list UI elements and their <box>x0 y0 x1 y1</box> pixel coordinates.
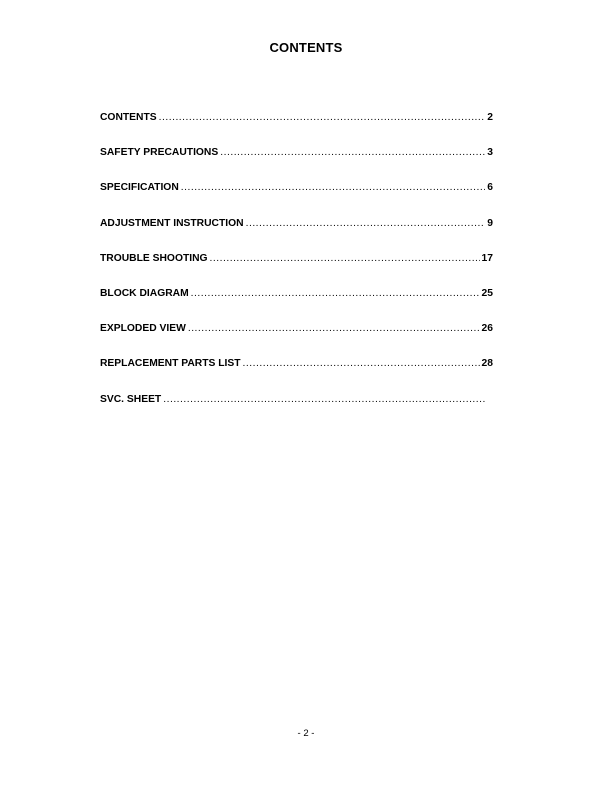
toc-entry-safety-precautions[interactable] <box>100 147 493 182</box>
toc-entry-trouble-shooting[interactable] <box>100 253 493 288</box>
toc-dot-leader <box>243 358 480 369</box>
toc-entry-page: 17 <box>481 252 493 264</box>
page-title: CONTENTS <box>269 40 343 55</box>
toc-entry-page: 28 <box>481 358 493 370</box>
toc-entry-label: TROUBLE SHOOTING <box>100 252 208 264</box>
table-of-contents <box>100 112 493 429</box>
toc-entry-label: ADJUSTMENT INSTRUCTION <box>100 217 244 229</box>
toc-dot-leader <box>191 288 480 299</box>
toc-entry-label: CONTENTS <box>100 112 157 123</box>
toc-entry-label: SPECIFICATION <box>100 182 179 194</box>
toc-entry-label: REPLACEMENT PARTS LIST <box>100 358 241 370</box>
toc-dot-leader <box>246 218 485 229</box>
toc-dot-leader <box>188 323 480 334</box>
toc-entry-adjustment-instruction[interactable] <box>100 218 493 253</box>
toc-entry-page: 25 <box>481 287 493 299</box>
toc-entry-block-diagram[interactable] <box>100 288 493 323</box>
toc-entry-label: SVC. SHEET <box>100 393 162 405</box>
toc-entry-label: EXPLODED VIEW <box>100 323 186 335</box>
toc-entry-page: 6 <box>487 182 493 194</box>
toc-entry-contents[interactable] <box>100 112 493 147</box>
toc-dot-leader <box>159 112 485 123</box>
toc-dot-leader <box>163 394 485 405</box>
toc-entry-svc-sheet[interactable] <box>100 394 493 429</box>
toc-entry-exploded-view[interactable] <box>100 323 493 358</box>
toc-entry-page: 26 <box>481 323 493 335</box>
toc-entry-label: BLOCK DIAGRAM <box>100 287 189 299</box>
toc-dot-leader <box>181 182 485 193</box>
toc-entry-specification[interactable] <box>100 182 493 217</box>
toc-entry-page: 3 <box>487 147 493 159</box>
toc-entry-page: 2 <box>487 112 493 123</box>
toc-dot-leader <box>210 253 480 264</box>
toc-dot-leader <box>220 147 485 158</box>
toc-entry-replacement-parts-list[interactable] <box>100 358 493 393</box>
page-number-footer: - 2 - <box>297 728 315 739</box>
toc-entry-label: SAFETY PRECAUTIONS <box>100 147 219 159</box>
toc-entry-page: 9 <box>487 217 493 229</box>
